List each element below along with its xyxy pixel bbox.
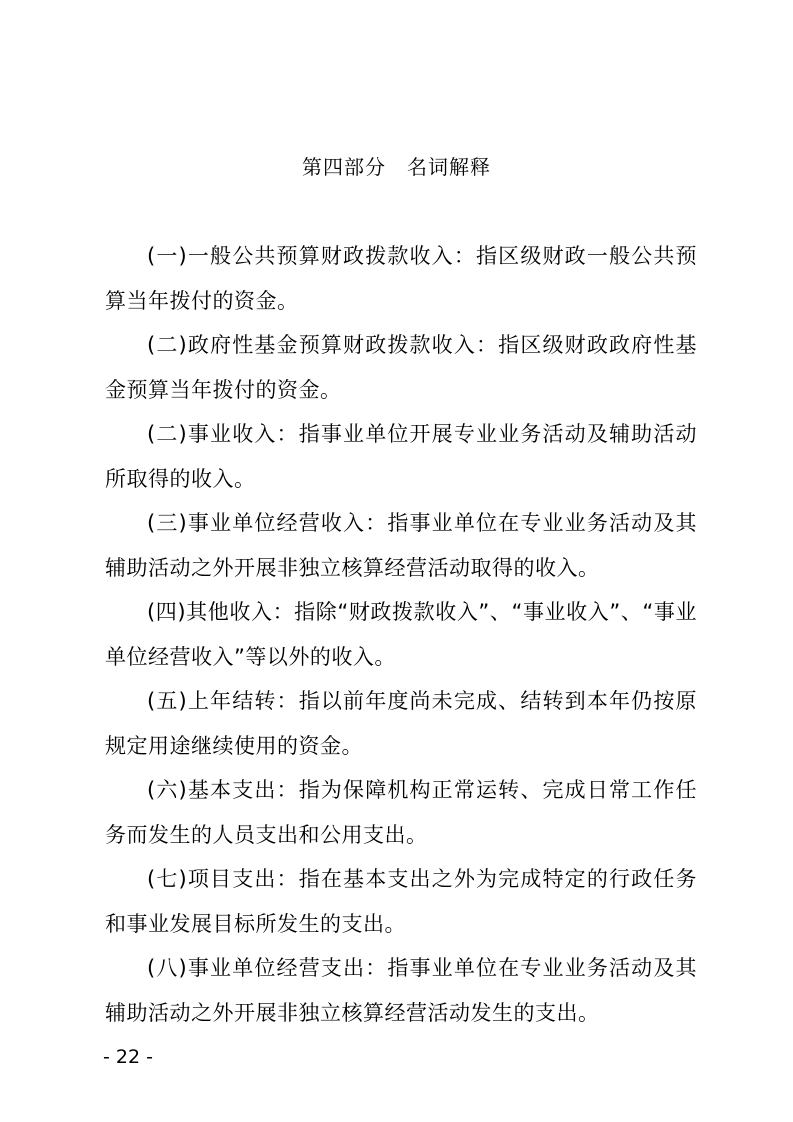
- paragraph-operating-revenue: (三)事业单位经营收入：指事业单位在专业业务活动及其辅助活动之外开展非独立核算经营活动取得的收入。: [105, 511, 697, 580]
- paragraph-prior-year-carryover: (五)上年结转：指以前年度尚未完成、结转到本年仍按原规定用途继续使用的资金。: [105, 689, 697, 758]
- paragraph-business-revenue: (二)事业收入：指事业单位开展专业业务活动及辅助活动所取得的收入。: [105, 422, 697, 491]
- paragraph-project-expenditure: (七)项目支出：指在基本支出之外为完成特定的行政任务和事业发展目标所发生的支出。: [105, 867, 697, 936]
- paragraph-operating-expenditure: (八)事业单位经营支出：指事业单位在专业业务活动及其辅助活动之外开展非独立核算经营活动发生的支出。: [105, 956, 697, 1025]
- paragraph-fund-budget-revenue: (二)政府性基金预算财政拨款收入：指区级财政政府性基金预算当年拨付的资金。: [105, 333, 697, 402]
- paragraph-general-budget-revenue: (一)一般公共预算财政拨款收入：指区级财政一般公共预算当年拨付的资金。: [105, 244, 697, 313]
- document-body: [105, 234, 697, 1035]
- paragraph-basic-expenditure: (六)基本支出：指为保障机构正常运转、完成日常工作任务而发生的人员支出和公用支出。: [105, 778, 697, 847]
- page-number: - 22 -: [103, 1046, 153, 1068]
- page-title: 第四部分 名词解释: [302, 155, 491, 179]
- paragraph-other-revenue: (四)其他收入：指除“财政拨款收入”、“事业收入”、“事业单位经营收入”等以外的收入。: [105, 600, 697, 669]
